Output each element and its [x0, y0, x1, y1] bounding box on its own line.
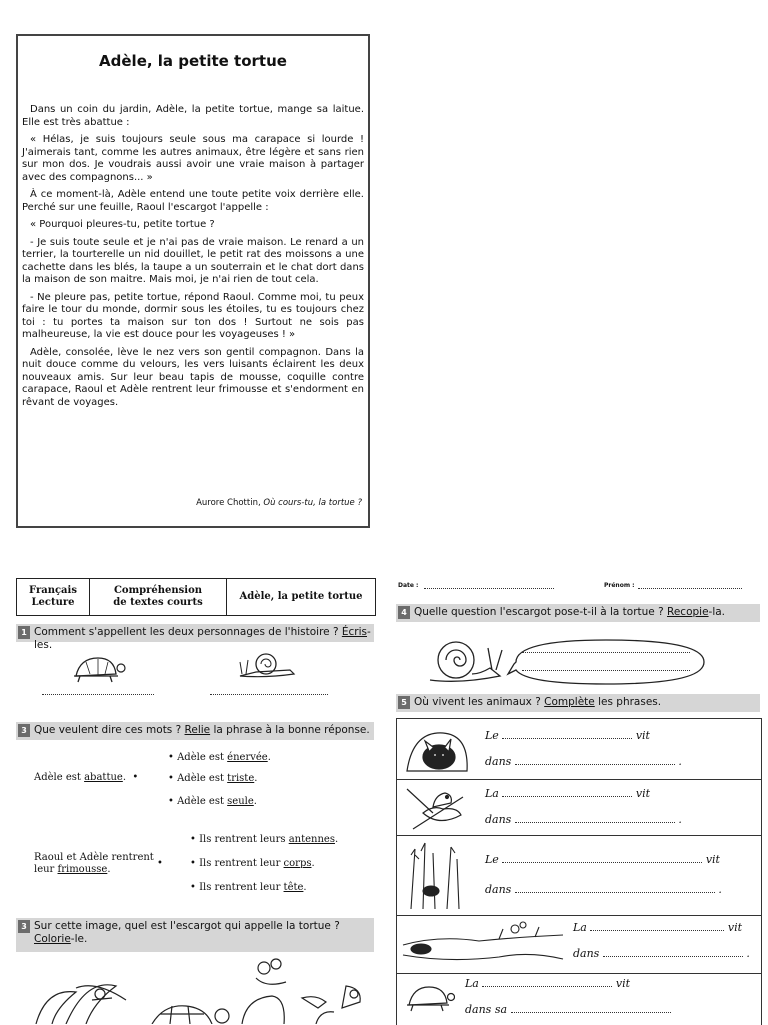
- question-number: 3: [18, 920, 30, 933]
- match-option[interactable]: • Ils rentrent leurs antennes.: [190, 834, 339, 845]
- snail-icon: [236, 648, 298, 682]
- habitats-table: [396, 718, 762, 1025]
- habitat-row-turtle: [397, 973, 761, 1025]
- match-option[interactable]: • Adèle est énervée.: [168, 752, 271, 763]
- habitat-sentence: La vit: [465, 977, 631, 990]
- habitat-sentence: Le vit: [485, 729, 650, 742]
- turtle-icon: [405, 983, 455, 1015]
- story-paragraph: - Je suis toute seule et je n'ai pas de vraie maison. Le renard a un terrier, la tourterelle un nid douillet, le petit rat des moissons a une cachette dans les blés, la taupe a un souterrain et le chat dort dans la maison de son maitre. Mais moi, je n'ai rien de tout cela.: [22, 236, 364, 285]
- habitat-sentence: La vit: [485, 787, 651, 800]
- author-name: Aurore Chottin,: [196, 498, 261, 508]
- match-bullet[interactable]: •: [157, 858, 163, 869]
- snail-icon: [420, 628, 510, 688]
- habitat-sentence: La vit: [573, 921, 743, 934]
- fox-burrow-icon: [403, 725, 473, 775]
- story-paragraph: Dans un coin du jardin, Adèle, la petite tortue, mange sa laitue. Elle est très abattue :: [22, 104, 364, 128]
- story-title: Adèle, la petite tortue: [99, 52, 287, 70]
- match-option[interactable]: • Adèle est seule.: [168, 796, 257, 807]
- habitat-sentence: dans .: [573, 947, 750, 960]
- story-paragraph: « Hélas, je suis toujours seule sous ma carapace si lourde ! J'aimerais tant, comme les autres animaux, être légère et sans rien sur mon dos. Je voudrais aussi avoir une vraie maison à partager avec des compagnons... »: [22, 134, 364, 183]
- turtle-icon: [70, 652, 126, 686]
- story-paragraph: « Pourquoi pleures-tu, petite tortue ?: [30, 219, 215, 230]
- habitat-row-rat: [397, 835, 761, 916]
- question-number: 1: [18, 626, 30, 639]
- match-option[interactable]: • Ils rentrent leur corps.: [190, 858, 315, 869]
- question-3-bar: [16, 722, 374, 740]
- question-text: Que veulent dire ces mots ? Relie la phrase à la bonne réponse.: [34, 724, 370, 736]
- header-title: Adèle, la petite tortue: [239, 591, 363, 602]
- garden-illustration[interactable]: [16, 958, 376, 1024]
- answer-line[interactable]: [522, 652, 690, 653]
- question-text: Sur cette image, quel est l'escargot qui appelle la tortue ? Colorie-le.: [34, 920, 340, 945]
- match-option[interactable]: • Ils rentrent leur tête.: [190, 882, 307, 893]
- question-1-bar: [16, 624, 374, 651]
- wheat-field-icon: [401, 839, 471, 911]
- story-paragraph: - Ne pleure pas, petite tortue, répond Raoul. Comme moi, tu peux faire le tour du monde, dormir sous les étoiles, tu es toujours chez toi : tu portes ta maison sur ton dos ! Surtout ne sois pas malheureuse, la vie est douce pour les voyageuses ! »: [22, 291, 364, 340]
- story-citation: [196, 498, 362, 508]
- question-number: 4: [398, 606, 410, 619]
- prenom-field[interactable]: [638, 588, 742, 589]
- story-body: [22, 104, 364, 414]
- habitat-row-fox: [397, 719, 761, 780]
- book-title: Où cours-tu, la tortue ?: [263, 498, 362, 508]
- match-left-1: Adèle est abattue. •: [34, 772, 139, 783]
- answer-line-2[interactable]: [210, 694, 328, 695]
- question-number: 3: [18, 724, 30, 737]
- header-subject: Français Lecture: [17, 579, 90, 615]
- question-text: Où vivent les animaux ? Complète les phrases.: [414, 696, 662, 708]
- habitat-row-dove: [397, 779, 761, 836]
- habitat-sentence: Le vit: [485, 853, 720, 866]
- mole-tunnel-icon: [399, 919, 565, 969]
- question-3b-bar: [16, 918, 374, 952]
- question-text: Comment s'appellent les deux personnages de l'histoire ? Écris-les.: [34, 626, 371, 651]
- answer-line[interactable]: [522, 670, 690, 671]
- question-4-bar: [396, 604, 760, 622]
- dove-nest-icon: [403, 783, 473, 833]
- match-left-2: Raoul et Adèle rentrent leur frimousse.: [34, 852, 154, 875]
- habitat-sentence: dans sa: [465, 1003, 671, 1016]
- match-option[interactable]: • Adèle est triste.: [168, 773, 258, 784]
- story-paragraph: À ce moment-là, Adèle entend une toute petite voix derrière elle. Perché sur une feuille, Raoul l'escargot l'appelle :: [22, 189, 364, 213]
- header-topic: Compréhension de textes courts: [90, 579, 227, 615]
- question-text: Quelle question l'escargot pose-t-il à la tortue ? Recopie-la.: [414, 606, 726, 618]
- date-label: Date :: [398, 582, 419, 589]
- habitat-sentence: dans .: [485, 813, 682, 826]
- story-paragraph: Adèle, consolée, lève le nez vers son gentil compagnon. Dans la nuit douce comme du velours, les vers luisants éclairent les deux nouveaux amis. Sur leur beau tapis de mousse, coquille contre carapace, Raoul et Adèle rentrent leur frimousse et s'endorment en rêvant de voyages.: [22, 346, 364, 408]
- question-5-bar: [396, 694, 760, 712]
- question-number: 5: [398, 696, 410, 709]
- prenom-label: Prénom :: [604, 582, 635, 589]
- speech-bubble[interactable]: [506, 636, 710, 688]
- story-box: [16, 34, 370, 528]
- date-field[interactable]: [424, 588, 554, 589]
- habitat-row-mole: [397, 915, 761, 974]
- worksheet-header: [16, 578, 376, 616]
- habitat-sentence: dans .: [485, 755, 682, 768]
- answer-line-1[interactable]: [42, 694, 154, 695]
- habitat-sentence: dans .: [485, 883, 722, 896]
